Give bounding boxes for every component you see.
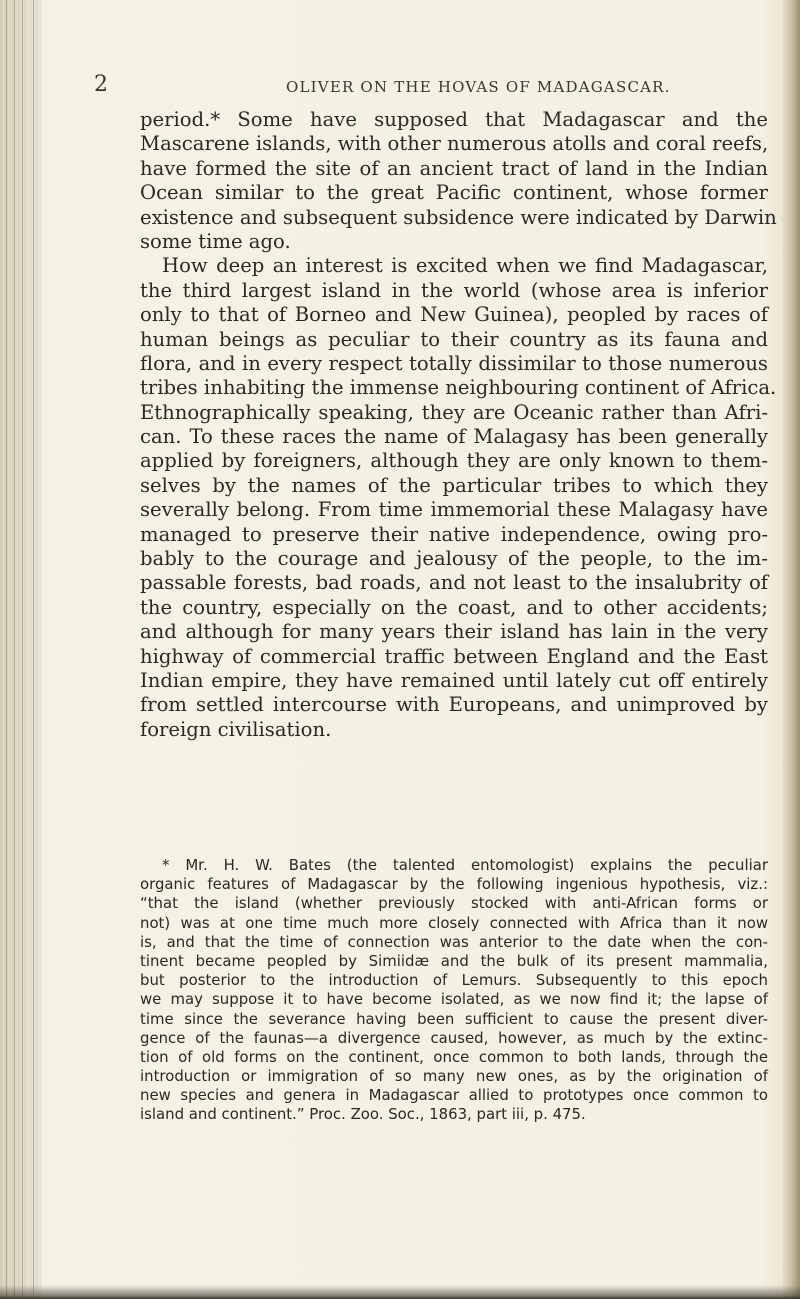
running-title: OLIVER ON THE HOVAS OF MADAGASCAR.	[286, 78, 671, 96]
page-bottom-edge	[0, 1285, 800, 1299]
body-line: managed to preserve their native independence, owing pro-	[140, 522, 768, 546]
body-line: Mascarene islands, with other numerous atolls and coral reefs,	[140, 132, 769, 156]
body-line: How deep an interest is excited when we find Madagascar,	[162, 254, 768, 278]
body-line: bably to the courage and jealousy of the people, to the im-	[140, 547, 768, 571]
footnote-line: new species and genera in Madagascar allied to prototypes once common to	[140, 1086, 768, 1105]
footnote-line: organic features of Madagascar by the following ingenious hypothesis, viz.:	[140, 875, 768, 894]
body-line: can. To these races the name of Malagasy has been generally	[140, 425, 768, 449]
footnote-line: introduction or immigration of so many new ones, as by the origination of	[140, 1067, 768, 1086]
body-line: have formed the site of an ancient tract of land in the Indian	[140, 156, 768, 180]
body-line: applied by foreigners, although they are only known to them-	[140, 449, 768, 473]
body-line: only to that of Borneo and New Guinea), peopled by races of	[140, 303, 768, 327]
page-right-edge	[782, 0, 800, 1299]
footnote-line: tinent became peopled by Simiidæ and the bulk of its present mammalia,	[140, 951, 768, 970]
footnote-line: island and continent.” Proc. Zoo. Soc., 1863, part iii, p. 475.	[140, 1105, 586, 1124]
binding-line	[6, 0, 7, 1299]
body-line: human beings as peculiar to their country as its fauna and	[140, 327, 768, 351]
body-line: highway of commercial traffic between England and the East	[140, 644, 768, 668]
binding-line	[22, 0, 23, 1299]
body-line: severally belong. From time immemorial these Malagasy have	[140, 498, 768, 522]
footnote-line: * Mr. H. W. Bates (the talented entomologist) explains the peculiar	[162, 856, 768, 874]
running-head	[94, 72, 754, 100]
binding-line	[14, 0, 15, 1299]
footnote-line: time since the severance having been sufficient to cause the present diver-	[140, 1009, 768, 1028]
body-line: the country, especially on the coast, and to other accidents;	[140, 595, 768, 619]
footnote-line: “that the island (whether previously stocked with anti-African forms or	[140, 894, 768, 913]
footnote-line: not) was at one time much more closely connected with Africa than it now	[140, 913, 768, 932]
footnote-line: gence of the faunas—a divergence caused, however, as much by the extinc-	[140, 1028, 768, 1047]
binding-line	[33, 0, 34, 1299]
footnote-line: we may suppose it to have become isolated, as we now find it; the lapse of	[140, 990, 768, 1009]
footnote-line: tion of old forms on the continent, once common to both lands, through the	[140, 1047, 768, 1066]
body-line: passable forests, bad roads, and not least to the insalubrity of	[140, 571, 768, 595]
body-text	[140, 108, 777, 742]
footnote-line: is, and that the time of connection was anterior to the date when the con-	[140, 932, 768, 951]
body-line: Ocean similar to the great Pacific continent, whose former	[140, 181, 768, 205]
body-line: tribes inhabiting the immense neighbouring continent of Africa.	[140, 376, 777, 400]
body-line: period.* Some have supposed that Madagascar and the	[140, 108, 768, 131]
footnote	[140, 856, 768, 1125]
body-line: some time ago.	[140, 229, 291, 253]
body-line: selves by the names of the particular tribes to which they	[140, 473, 768, 497]
body-line: the third largest island in the world (whose area is inferior	[140, 278, 768, 302]
body-line: Indian empire, they have remained until lately cut off entirely	[140, 668, 768, 692]
body-line: Ethnographically speaking, they are Oceanic rather than Afri-	[140, 400, 768, 424]
body-line: from settled intercourse with Europeans, and unimproved by	[140, 693, 768, 717]
body-line: existence and subsequent subsidence were indicated by Darwin	[140, 205, 777, 229]
body-line: flora, and in every respect totally dissimilar to those numerous	[140, 351, 768, 375]
page-number: 2	[94, 72, 108, 97]
body-line: and although for many years their island has lain in the very	[140, 620, 768, 644]
body-line: foreign civilisation.	[140, 717, 332, 741]
footnote-line: but posterior to the introduction of Lemurs. Subsequently to this epoch	[140, 971, 768, 990]
